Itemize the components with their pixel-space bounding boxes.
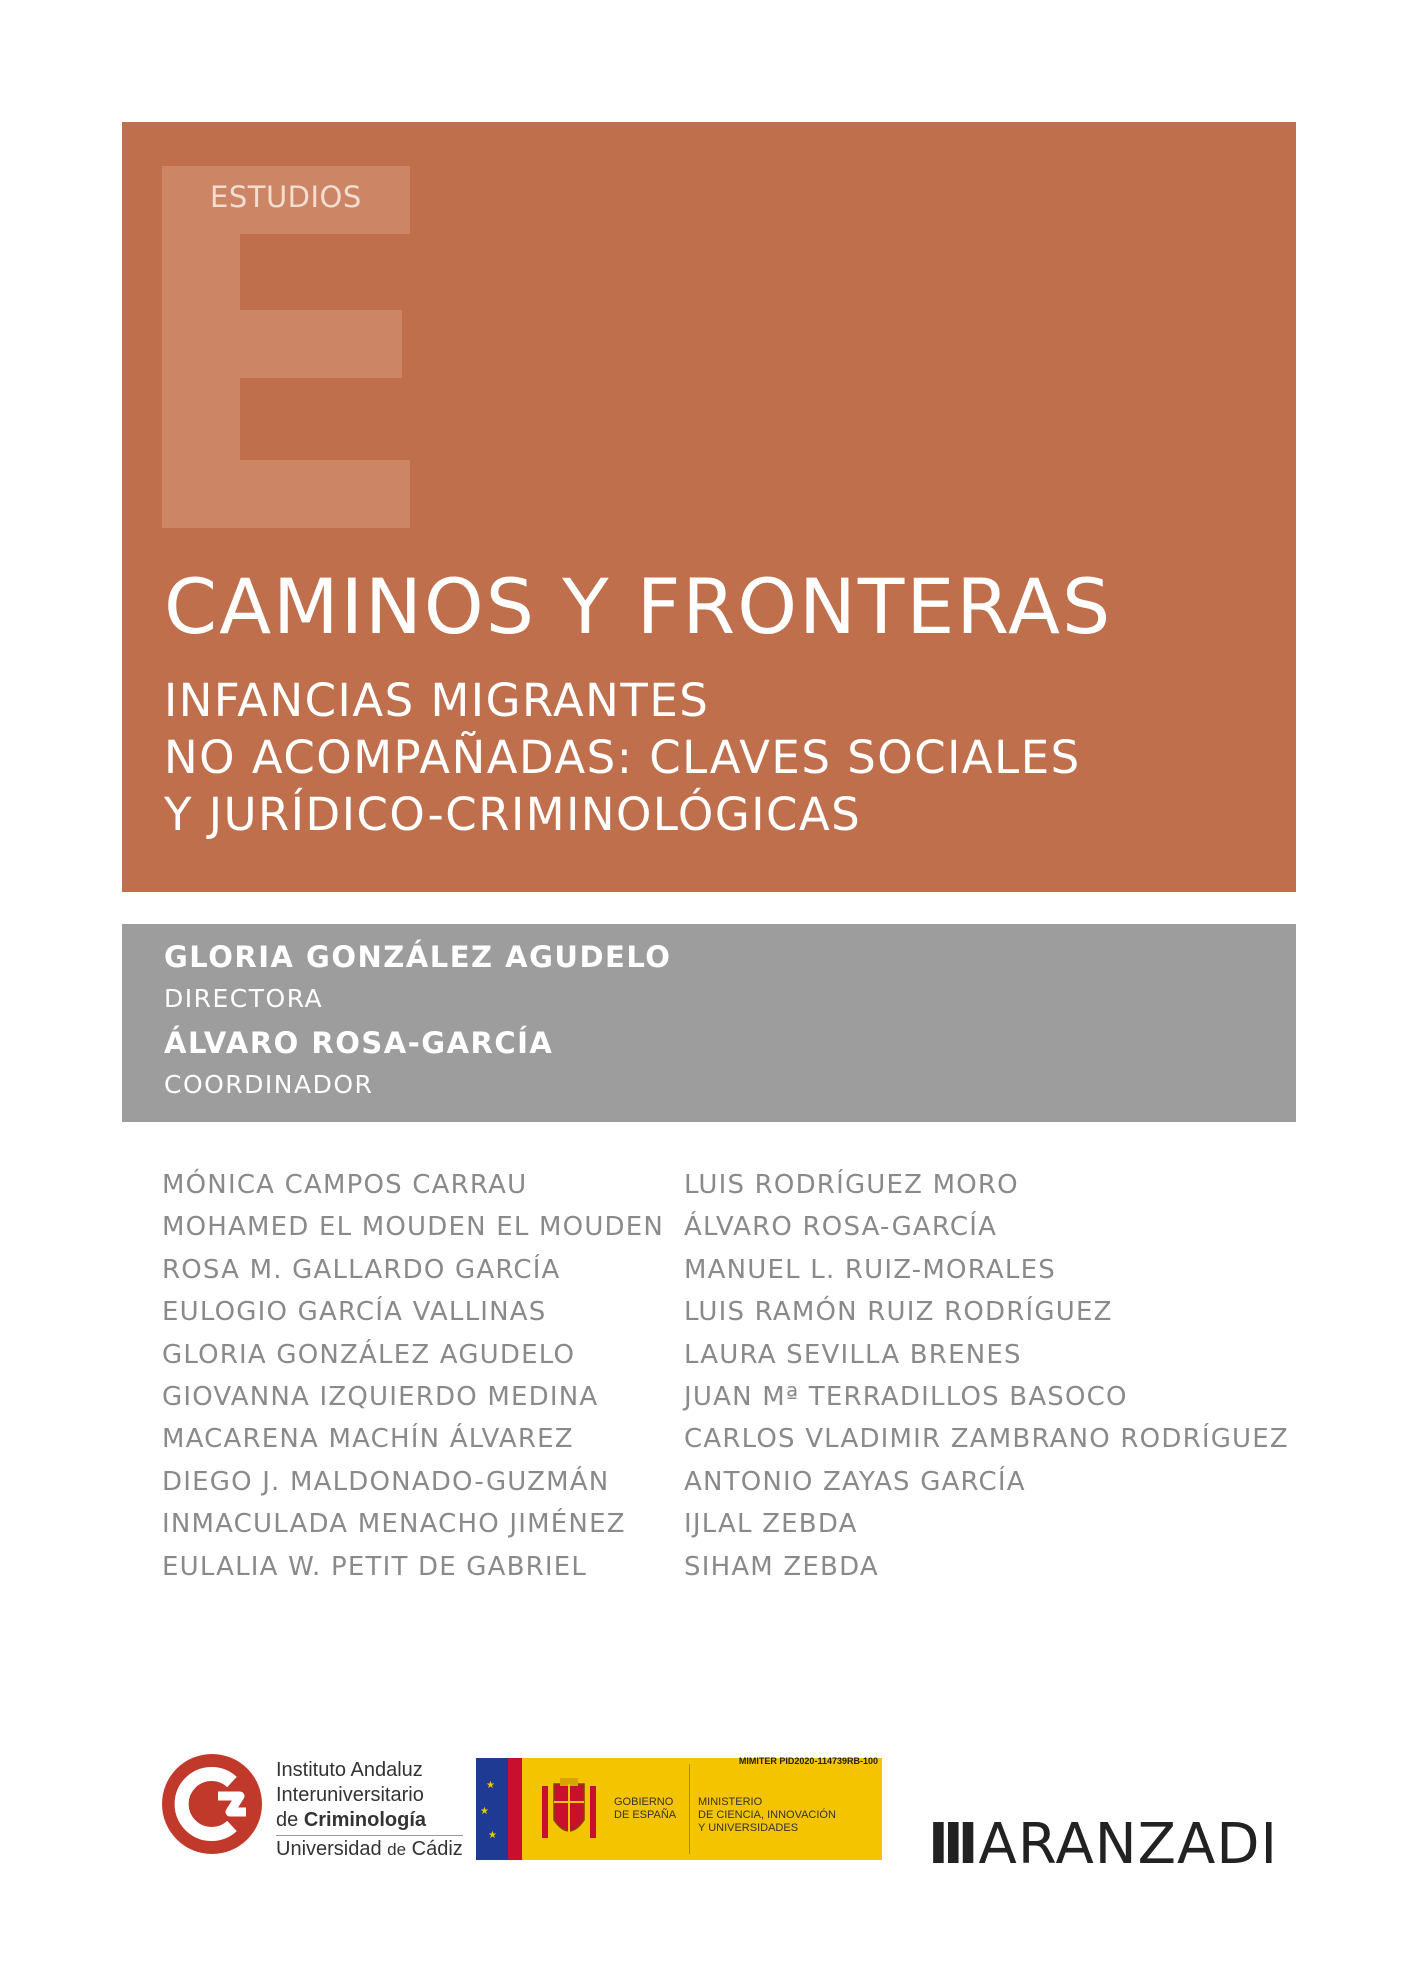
- gov-line: GOBIERNO: [614, 1796, 674, 1808]
- author-name: MOHAMED EL MOUDEN EL MOUDEN: [162, 1212, 665, 1243]
- institute-emblem-icon: [160, 1752, 264, 1856]
- cover-title-block: [122, 122, 1296, 892]
- grant-code: MIMITER PID2020-114739RB-100: [738, 1756, 878, 1766]
- gov-line: DE ESPAÑA: [614, 1809, 677, 1821]
- institute-name: [276, 1758, 463, 1862]
- author-name: EULOGIO GARCÍA VALLINAS: [162, 1297, 547, 1328]
- book-subtitle: [164, 672, 1081, 843]
- author-name: CARLOS VLADIMIR ZAMBRANO RODRÍGUEZ: [684, 1424, 1289, 1455]
- gov-divider: [689, 1764, 690, 1854]
- svg-text:★: ★: [488, 1830, 497, 1841]
- author-name: LUIS RAMÓN RUIZ RODRÍGUEZ: [684, 1297, 1113, 1328]
- authors-list-right: [684, 1164, 1289, 1588]
- authors-list-left: [162, 1164, 664, 1588]
- svg-text:★: ★: [486, 1780, 495, 1791]
- author-name: GLORIA GONZÁLEZ AGUDELO: [162, 1339, 576, 1370]
- svg-text:★: ★: [480, 1806, 489, 1817]
- eu-flag-icon: [476, 1758, 508, 1860]
- director-role: DIRECTORA: [164, 984, 324, 1013]
- institute-line-prefix: de: [276, 1809, 299, 1831]
- ministry-line: MINISTERIO: [698, 1796, 763, 1808]
- institute-line: Instituto Andaluz: [276, 1759, 423, 1781]
- ministry-name: [698, 1796, 836, 1835]
- book-title: CAMINOS Y FRONTERAS: [164, 562, 1113, 651]
- coordinator-role: COORDINADOR: [164, 1070, 374, 1099]
- publisher-logo: [928, 1812, 1278, 1877]
- credits-block: [122, 924, 1296, 1122]
- university-small: de: [387, 1840, 407, 1859]
- series-e-graphic: [162, 166, 410, 528]
- spain-stripe: [508, 1758, 522, 1860]
- ministry-line: DE CIENCIA, INNOVACIÓN: [698, 1809, 836, 1821]
- publisher-bars: III: [928, 1812, 973, 1877]
- ministry-line: Y UNIVERSIDADES: [698, 1822, 799, 1834]
- institute-logo: [160, 1752, 463, 1862]
- coordinator-name: ÁLVARO ROSA-GARCÍA: [164, 1026, 554, 1060]
- university-prefix: Universidad: [276, 1838, 382, 1860]
- author-name: LAURA SEVILLA BRENES: [684, 1339, 1022, 1370]
- author-name: MÓNICA CAMPOS CARRAU: [162, 1170, 528, 1200]
- university-suffix: Cádiz: [411, 1838, 463, 1860]
- author-name: ANTONIO ZAYAS GARCÍA: [684, 1466, 1026, 1497]
- author-name: GIOVANNA IZQUIERDO MEDINA: [162, 1382, 599, 1413]
- government-logo: [476, 1758, 882, 1860]
- institute-university: [276, 1835, 463, 1862]
- director-name: GLORIA GONZÁLEZ AGUDELO: [164, 940, 672, 974]
- institute-line-bold: Criminología: [303, 1809, 427, 1831]
- subtitle-line: INFANCIAS MIGRANTES: [164, 674, 710, 727]
- author-name: IJLAL ZEBDA: [684, 1509, 858, 1540]
- spain-coat-of-arms-icon: [534, 1776, 604, 1848]
- author-name: MACARENA MACHÍN ÁLVAREZ: [162, 1424, 574, 1455]
- government-name: [614, 1796, 676, 1822]
- author-name: LUIS RODRÍGUEZ MORO: [684, 1170, 1019, 1200]
- subtitle-line: NO ACOMPAÑADAS: CLAVES SOCIALES: [164, 731, 1081, 784]
- author-name: ÁLVARO ROSA-GARCÍA: [684, 1212, 998, 1243]
- institute-line: Interuniversitario: [276, 1784, 424, 1806]
- author-name: ROSA M. GALLARDO GARCÍA: [162, 1254, 561, 1285]
- author-name: SIHAM ZEBDA: [684, 1551, 879, 1582]
- institute-line: [276, 1808, 463, 1833]
- publisher-name: ARANZADI: [978, 1812, 1278, 1877]
- author-name: EULALIA W. PETIT DE GABRIEL: [162, 1551, 588, 1582]
- author-name: DIEGO J. MALDONADO-GUZMÁN: [162, 1466, 610, 1497]
- author-name: JUAN Mª TERRADILLOS BASOCO: [684, 1382, 1128, 1413]
- subtitle-line: Y JURÍDICO-CRIMINOLÓGICAS: [164, 788, 862, 841]
- series-label: ESTUDIOS: [210, 180, 362, 214]
- author-name: MANUEL L. RUIZ-MORALES: [684, 1254, 1056, 1285]
- author-name: INMACULADA MENACHO JIMÉNEZ: [162, 1509, 626, 1540]
